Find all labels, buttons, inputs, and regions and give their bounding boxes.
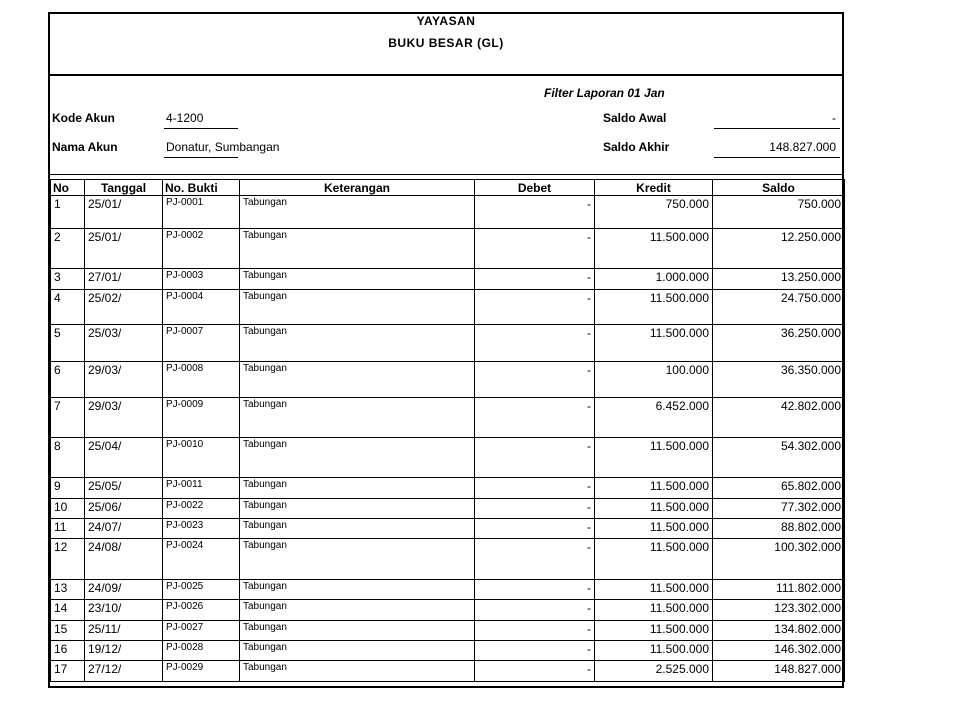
row-no: 17 — [51, 661, 85, 682]
table-row — [51, 499, 845, 519]
header-divider — [50, 74, 842, 76]
row-description: Tabungan — [240, 499, 475, 519]
col-header-debit: Debet — [475, 180, 595, 196]
table-row — [51, 478, 845, 499]
row-description: Tabungan — [240, 229, 475, 269]
row-ref: PJ-0002 — [163, 229, 240, 269]
row-debit: - — [475, 600, 595, 621]
row-description: Tabungan — [240, 641, 475, 661]
closing-balance-label: Saldo Akhir — [603, 140, 670, 154]
row-credit: 750.000 — [595, 196, 713, 229]
closing-balance-underline — [714, 157, 840, 158]
table-row — [51, 269, 845, 290]
row-credit: 2.525.000 — [595, 661, 713, 682]
row-ref: PJ-0026 — [163, 600, 240, 621]
row-credit: 11.500.000 — [595, 519, 713, 539]
table-row — [51, 539, 845, 580]
filter-label: Filter Laporan 01 Jan — [544, 86, 665, 100]
row-credit: 11.500.000 — [595, 621, 713, 641]
row-date: 27/12/ — [85, 661, 163, 682]
account-code-underline — [164, 128, 238, 129]
row-description: Tabungan — [240, 290, 475, 325]
account-name-value: Donatur, Sumbangan — [166, 140, 280, 154]
table-row — [51, 621, 845, 641]
row-balance: 134.802.000 — [713, 621, 845, 641]
row-credit: 11.500.000 — [595, 600, 713, 621]
row-credit: 100.000 — [595, 362, 713, 398]
row-ref: PJ-0025 — [163, 580, 240, 600]
row-description: Tabungan — [240, 398, 475, 438]
row-debit: - — [475, 499, 595, 519]
row-no: 11 — [51, 519, 85, 539]
row-balance: 111.802.000 — [713, 580, 845, 600]
row-no: 6 — [51, 362, 85, 398]
account-name-label: Nama Akun — [52, 140, 118, 154]
table-row — [51, 438, 845, 478]
row-ref: PJ-0003 — [163, 269, 240, 290]
row-debit: - — [475, 641, 595, 661]
row-no: 15 — [51, 621, 85, 641]
row-balance: 65.802.000 — [713, 478, 845, 499]
row-date: 24/09/ — [85, 580, 163, 600]
row-credit: 11.500.000 — [595, 229, 713, 269]
row-balance: 36.350.000 — [713, 362, 845, 398]
row-balance: 13.250.000 — [713, 269, 845, 290]
row-no: 4 — [51, 290, 85, 325]
row-description: Tabungan — [240, 438, 475, 478]
opening-balance-underline — [714, 128, 840, 129]
row-debit: - — [475, 519, 595, 539]
row-ref: PJ-0029 — [163, 661, 240, 682]
col-header-date: Tanggal — [85, 180, 163, 196]
row-balance: 77.302.000 — [713, 499, 845, 519]
row-description: Tabungan — [240, 539, 475, 580]
ledger-table — [50, 179, 845, 682]
row-balance: 148.827.000 — [713, 661, 845, 682]
row-debit: - — [475, 438, 595, 478]
row-no: 12 — [51, 539, 85, 580]
table-header-row — [51, 180, 845, 196]
table-row — [51, 580, 845, 600]
row-credit: 11.500.000 — [595, 641, 713, 661]
opening-balance-label: Saldo Awal — [603, 111, 667, 125]
table-row — [51, 290, 845, 325]
row-balance: 146.302.000 — [713, 641, 845, 661]
row-date: 25/06/ — [85, 499, 163, 519]
row-credit: 11.500.000 — [595, 580, 713, 600]
table-row — [51, 600, 845, 621]
row-debit: - — [475, 580, 595, 600]
row-no: 14 — [51, 600, 85, 621]
row-no: 10 — [51, 499, 85, 519]
row-ref: PJ-0028 — [163, 641, 240, 661]
table-row — [51, 325, 845, 362]
row-ref: PJ-0011 — [163, 478, 240, 499]
row-ref: PJ-0001 — [163, 196, 240, 229]
row-date: 23/10/ — [85, 600, 163, 621]
table-row — [51, 362, 845, 398]
row-ref: PJ-0008 — [163, 362, 240, 398]
row-ref: PJ-0022 — [163, 499, 240, 519]
ledger-sheet — [48, 12, 844, 688]
row-balance: 54.302.000 — [713, 438, 845, 478]
account-code-value: 4-1200 — [166, 111, 204, 125]
row-balance: 36.250.000 — [713, 325, 845, 362]
row-description: Tabungan — [240, 478, 475, 499]
row-no: 2 — [51, 229, 85, 269]
col-header-balance: Saldo — [713, 180, 845, 196]
row-date: 24/08/ — [85, 539, 163, 580]
row-date: 29/03/ — [85, 398, 163, 438]
row-date: 25/01/ — [85, 196, 163, 229]
row-description: Tabungan — [240, 269, 475, 290]
table-top-divider — [50, 174, 842, 175]
row-date: 25/01/ — [85, 229, 163, 269]
row-credit: 6.452.000 — [595, 398, 713, 438]
row-date: 25/11/ — [85, 621, 163, 641]
row-ref: PJ-0027 — [163, 621, 240, 641]
row-ref: PJ-0024 — [163, 539, 240, 580]
row-ref: PJ-0004 — [163, 290, 240, 325]
row-balance: 123.302.000 — [713, 600, 845, 621]
report-title: BUKU BESAR (GL) — [388, 36, 504, 50]
table-row — [51, 661, 845, 682]
row-date: 29/03/ — [85, 362, 163, 398]
row-credit: 11.500.000 — [595, 290, 713, 325]
row-description: Tabungan — [240, 325, 475, 362]
row-ref: PJ-0010 — [163, 438, 240, 478]
row-balance: 750.000 — [713, 196, 845, 229]
row-description: Tabungan — [240, 519, 475, 539]
row-debit: - — [475, 269, 595, 290]
row-date: 27/01/ — [85, 269, 163, 290]
row-description: Tabungan — [240, 600, 475, 621]
row-date: 25/05/ — [85, 478, 163, 499]
account-name-underline — [164, 157, 238, 158]
col-header-no: No — [51, 180, 85, 196]
row-debit: - — [475, 196, 595, 229]
table-row — [51, 519, 845, 539]
row-debit: - — [475, 290, 595, 325]
row-description: Tabungan — [240, 362, 475, 398]
row-description: Tabungan — [240, 580, 475, 600]
row-credit: 11.500.000 — [595, 539, 713, 580]
row-no: 1 — [51, 196, 85, 229]
row-date: 25/04/ — [85, 438, 163, 478]
row-debit: - — [475, 539, 595, 580]
row-credit: 11.500.000 — [595, 499, 713, 519]
col-header-credit: Kredit — [595, 180, 713, 196]
table-row — [51, 196, 845, 229]
row-debit: - — [475, 325, 595, 362]
row-credit: 11.500.000 — [595, 478, 713, 499]
row-date: 25/03/ — [85, 325, 163, 362]
row-description: Tabungan — [240, 661, 475, 682]
row-no: 8 — [51, 438, 85, 478]
row-credit: 11.500.000 — [595, 438, 713, 478]
row-no: 3 — [51, 269, 85, 290]
col-header-ref: No. Bukti — [163, 180, 240, 196]
row-debit: - — [475, 621, 595, 641]
row-debit: - — [475, 661, 595, 682]
row-description: Tabungan — [240, 196, 475, 229]
table-row — [51, 641, 845, 661]
table-row — [51, 398, 845, 438]
row-debit: - — [475, 398, 595, 438]
row-balance: 100.302.000 — [713, 539, 845, 580]
row-ref: PJ-0009 — [163, 398, 240, 438]
row-no: 16 — [51, 641, 85, 661]
account-code-label: Kode Akun — [52, 111, 115, 125]
row-ref: PJ-0007 — [163, 325, 240, 362]
closing-balance-value: 148.827.000 — [769, 140, 836, 154]
row-no: 13 — [51, 580, 85, 600]
org-name: YAYASAN — [416, 14, 476, 28]
row-debit: - — [475, 229, 595, 269]
row-date: 19/12/ — [85, 641, 163, 661]
row-no: 9 — [51, 478, 85, 499]
row-ref: PJ-0023 — [163, 519, 240, 539]
row-balance: 88.802.000 — [713, 519, 845, 539]
row-balance: 42.802.000 — [713, 398, 845, 438]
row-credit: 11.500.000 — [595, 325, 713, 362]
opening-balance-value: - — [832, 111, 836, 125]
row-debit: - — [475, 362, 595, 398]
row-credit: 1.000.000 — [595, 269, 713, 290]
row-debit: - — [475, 478, 595, 499]
row-no: 5 — [51, 325, 85, 362]
row-balance: 24.750.000 — [713, 290, 845, 325]
row-date: 24/07/ — [85, 519, 163, 539]
col-header-description: Keterangan — [240, 180, 475, 196]
row-date: 25/02/ — [85, 290, 163, 325]
table-row — [51, 229, 845, 269]
row-no: 7 — [51, 398, 85, 438]
row-balance: 12.250.000 — [713, 229, 845, 269]
row-description: Tabungan — [240, 621, 475, 641]
